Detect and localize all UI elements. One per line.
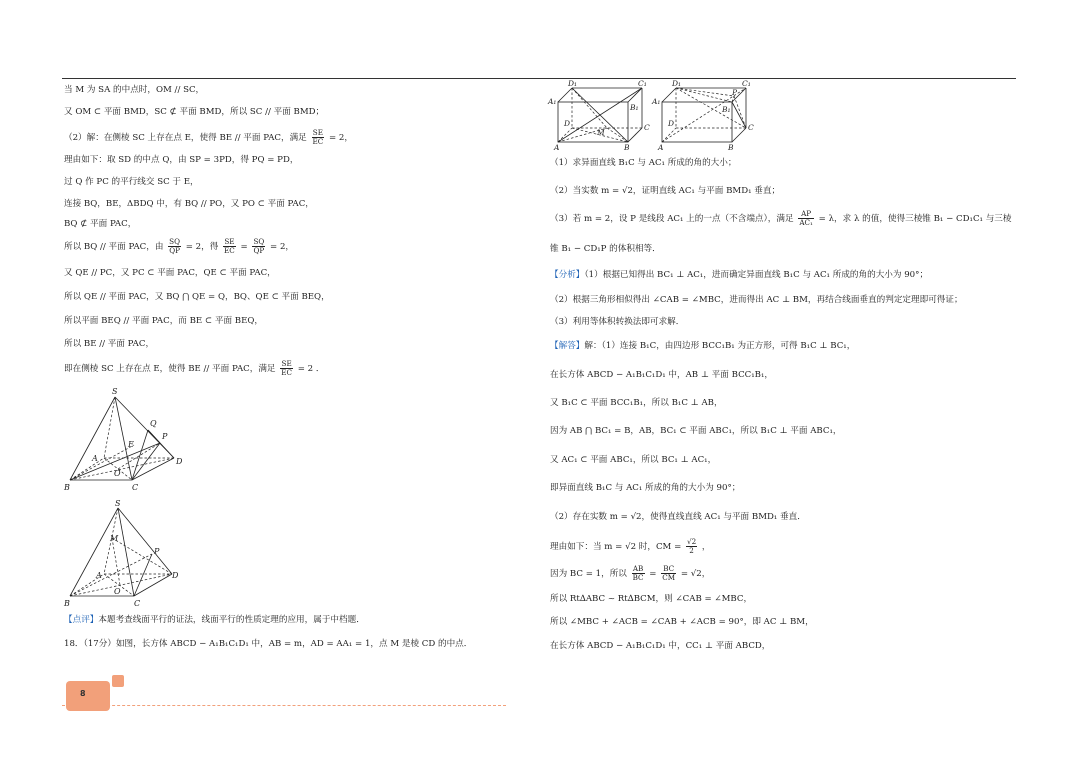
figure-label: B (728, 143, 734, 152)
text-line: （2）当实数 m = √2，证明直线 AC₁ 与平面 BMD₁ 垂直； (550, 186, 781, 196)
footer-rule (62, 705, 506, 706)
figure-label: A₁ (652, 97, 661, 106)
fraction: $\frac{SQ}{QP}$ (253, 237, 265, 255)
answer-tag: 【解答】 (550, 341, 585, 351)
analysis-line: 【分析】（1）根据已知得出 BC₁ ⊥ AC₁，进而确定异面直线 B₁C 与 AC₁ 所成的角的大小为 90°； (550, 270, 929, 280)
fraction: $\frac{√2}{2}$ (687, 537, 697, 555)
text-line: （3）利用等体积转换法即可求解． (550, 317, 685, 327)
figure-label: A (554, 143, 560, 152)
figure-label: P (162, 432, 168, 441)
comment-tag: 【点评】 (64, 615, 99, 625)
page-number: 8 (80, 689, 86, 698)
text-line: BQ ⊄ 平面 PAC， (64, 219, 137, 229)
figure-label: Q (150, 419, 157, 428)
text-line: 所以 Rt∆ABC ~ Rt∆BCM，则 ∠CAB = ∠MBC， (550, 594, 753, 604)
figure-label: B₁ (630, 103, 639, 112)
text-line: 锥 B₁ − CD₁P 的体积相等． (550, 244, 661, 254)
fraction: $\frac{BC}{CM}$ (662, 564, 676, 582)
pyramid-figure-1 (62, 385, 192, 497)
fraction: $\frac{SE}{EC}$ (224, 237, 235, 255)
comment-line: 【点评】本题考查线面平行的证法，线面平行的性质定理的应用，属于中档题． (64, 615, 365, 625)
figure-label: P (732, 88, 738, 97)
text-line: 因为 BC = 1，所以 $\frac{AB}{BC}$ = $\frac{BC}{CM}$ = √2， (550, 564, 711, 582)
figure-label: D (668, 119, 675, 128)
figure-label: C (644, 123, 650, 132)
text-line: 即在侧棱 SC 上存在点 E，使得 BE // 平面 PAC，满足 $\frac{SE}{EC}$ = 2 ． (64, 359, 325, 377)
figure-label: A (96, 571, 102, 580)
fraction: $\frac{SE}{EC}$ (281, 359, 292, 377)
text-line: 在长方体 ABCD − A₁B₁C₁D₁ 中，CC₁ ⊥ 平面 ABCD， (550, 641, 771, 651)
figure-label: M (597, 128, 605, 137)
text-line: （1）求异面直线 B₁C 与 AC₁ 所成的角的大小； (550, 158, 737, 168)
figure-label: B (64, 483, 70, 492)
figure-label: S (112, 387, 118, 396)
fraction: $\frac{SQ}{QP}$ (169, 237, 180, 255)
text-line: 即异面直线 B₁C 与 AC₁ 所成的角的大小为 90°； (550, 483, 741, 493)
figure-label: B (64, 599, 70, 608)
question-18: 18．（17分）如图，长方体 ABCD − A₁B₁C₁D₁ 中，AB = m，AD = AA₁ = 1，点 M 是棱 CD 的中点． (64, 639, 473, 649)
text-line: 过 Q 作 PC 的平行线交 SC 于 E， (64, 177, 199, 187)
text-line: 因为 AB ⋂ BC₁ = B，AB，BC₁ ⊂ 平面 ABC₁，所以 B₁C ⊥ 平面 ABC₁， (550, 426, 842, 436)
figure-label: C₁ (638, 79, 647, 88)
pyramid-figure-2 (62, 498, 192, 610)
figure-label: E (128, 440, 134, 449)
text-line: 所以平面 BEQ // 平面 PAC，而 BE ⊂ 平面 BEQ， (64, 316, 264, 326)
figure-label: O (114, 469, 121, 478)
figure-label: B₁ (722, 105, 731, 114)
figure-label: D (176, 457, 183, 466)
badge-tab (112, 675, 124, 687)
figure-label: D₁ (672, 79, 682, 88)
text-line: 当 M 为 SA 的中点时，OM // SC， (64, 85, 205, 95)
text-line: 在长方体 ABCD − A₁B₁C₁D₁ 中，AB ⊥ 平面 BCC₁B₁， (550, 370, 774, 380)
figure-label: O (114, 587, 121, 596)
box-figure-2 (652, 78, 752, 150)
text-line: 又 AC₁ ⊂ 平面 ABC₁，所以 BC₁ ⊥ AC₁， (550, 455, 717, 465)
figure-label: D (564, 119, 571, 128)
text-line: 所以 BE // 平面 PAC， (64, 339, 155, 349)
fraction: $\frac{SE}{EC}$ (312, 128, 324, 146)
figure-label: B (624, 143, 630, 152)
text-line: 理由如下：取 SD 的中点 Q，由 SP = 3PD，得 PQ = PD， (64, 155, 299, 165)
text-line: （2）存在实数 m = √2，使得直线直线 AC₁ 与平面 BMD₁ 垂直． (550, 512, 806, 522)
fraction: $\frac{AB}{BC}$ (632, 564, 644, 582)
figure-label: A₁ (548, 97, 557, 106)
figure-label: C₁ (742, 79, 751, 88)
figure-label: A (658, 143, 664, 152)
figure-label: P (154, 547, 160, 556)
figure-label: C (132, 483, 139, 492)
page-number-badge (66, 681, 110, 711)
figure-label: S (115, 499, 121, 508)
text-line: 又 QE // PC，又 PC ⊂ 平面 PAC，QE ⊂ 平面 PAC， (64, 268, 276, 278)
text-line: 连接 BQ，BE，ΔBDQ 中，有 BQ // PO，又 PO ⊂ 平面 PAC， (64, 199, 314, 209)
text-line: 所以 ∠MBC + ∠ACB = ∠CAB + ∠ACB = 90°，即 AC ⊥ BM， (550, 617, 814, 627)
figure-label: C (134, 599, 141, 608)
text-line: 理由如下：当 m = √2 时，CM = $\frac{√2}{2}$ ， (550, 537, 711, 555)
figure-label: M (110, 534, 119, 543)
answer-line: 【解答】解：（1）连接 B₁C，由四边形 BCC₁B₁ 为正方形，可得 B₁C ⊥ BC₁， (550, 341, 856, 351)
figure-label: A (92, 454, 98, 463)
figure-label: C (748, 123, 754, 132)
text-line: （3）若 m = 2，设 P 是线段 AC₁ 上的一点（不含端点），满足 $\frac{AP}{\text{AC₁}}$ = λ，求 λ 的值，使得三棱锥 B₁ − CD₁C₁ 与三棱 (550, 209, 1012, 227)
text-line: 所以 QE // 平面 PAC，又 BQ ⋂ QE = Q，BQ、QE ⊂ 平面 BEQ， (64, 292, 330, 302)
text-line: （2）解：在侧棱 SC 上存在点 E，使得 BE // 平面 PAC，满足 $\frac{SE}{EC}$ = 2， (64, 128, 353, 146)
box-figure-1 (548, 78, 648, 150)
figure-label: D (172, 571, 179, 580)
analysis-tag: 【分析】 (550, 270, 585, 280)
fraction: $\frac{AP}{\text{AC₁}}$ (799, 209, 813, 227)
text-line: （2）根据三角形相似得出 ∠CAB = ∠MBC，进而得出 AC ⊥ BM，再结合线面垂直的判定定理即可得证； (550, 295, 963, 305)
text-line: 又 OM ⊂ 平面 BMD，SC ⊄ 平面 BMD，所以 SC // 平面 BMD； (64, 107, 325, 117)
text-line: 又 B₁C ⊂ 平面 BCC₁B₁，所以 B₁C ⊥ AB， (550, 398, 723, 408)
header-rule (62, 78, 1016, 79)
figure-label: D₁ (568, 79, 578, 88)
text-line: 所以 BQ // 平面 PAC，由 $\frac{SQ}{QP}$ = 2，得 $\frac{SE}{EC}$ = $\frac{SQ}{QP}$ = 2， (64, 237, 295, 255)
